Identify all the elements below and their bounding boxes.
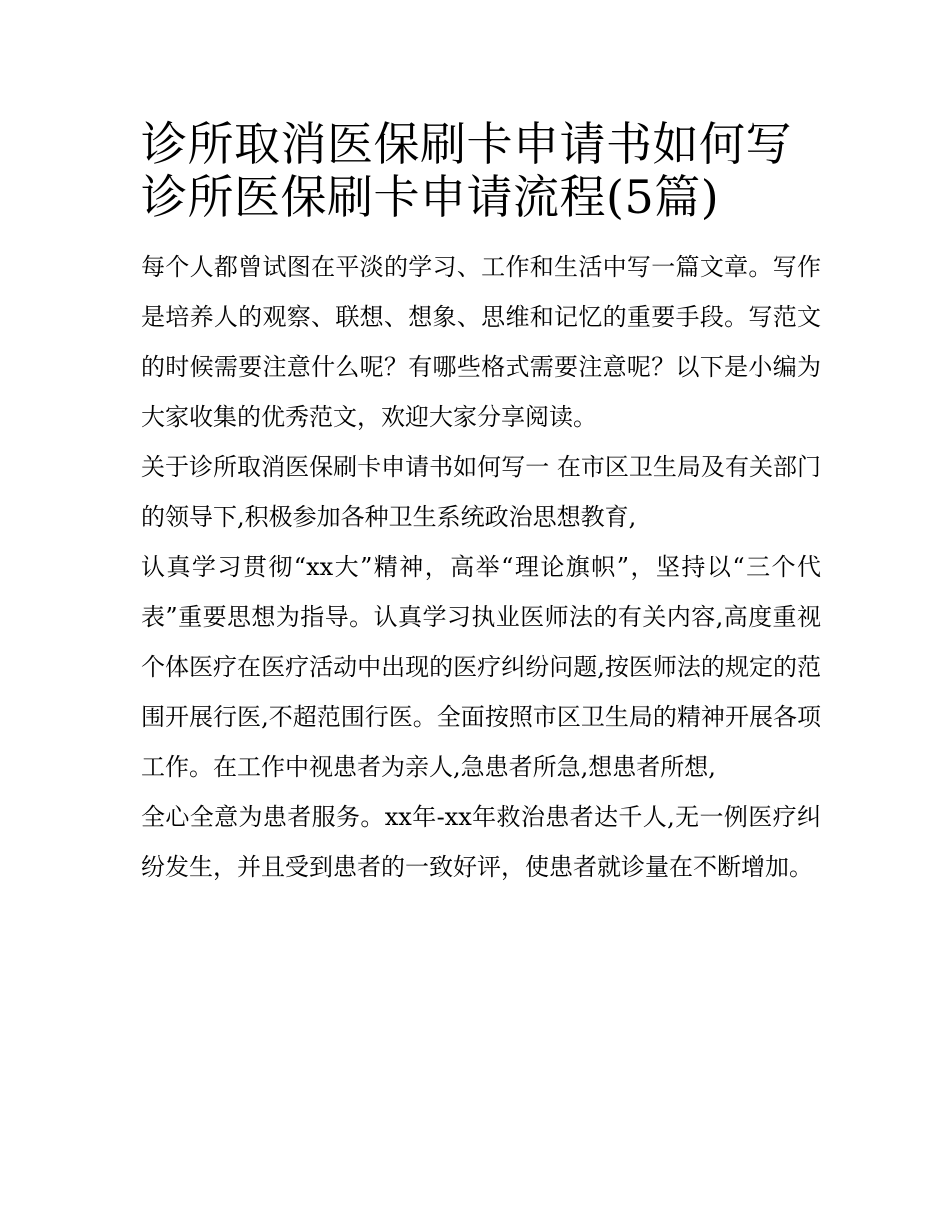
paragraph-3: 全心全意为患者服务。xx年-xx年救治患者达千人,无一例医疗纠纷发生，并且受到患者的一致好评，使患者就诊量在不断增加。 bbox=[141, 803, 821, 881]
paragraph-2: 认真学习贯彻“xx大”精神，高举“理论旗帜”，坚持以“三个代表”重要思想为指导。认真学习执业医师法的有关内容,高度重视个体医疗在医疗活动中出现的医疗纠纷问题,按医师法的规定的范围开展行医,不超范围行医。全面按照市区卫生局的精神开展各项工作。在工作中视患者为亲人,急患者所急,想患者所想, bbox=[141, 553, 821, 781]
document-title: 诊所取消医保刷卡申请书如何写 诊所医保刷卡申请流程(5篇) bbox=[141, 117, 792, 224]
paragraph-1: 关于诊所取消医保刷卡申请书如何写一 在市区卫生局及有关部门的领导下,积极参加各种卫生系统政治思想教育, bbox=[141, 453, 821, 531]
document-body bbox=[141, 118, 821, 892]
paragraph-intro: 每个人都曾试图在平淡的学习、工作和生活中写一篇文章。写作是培养人的观察、联想、想象、思维和记忆的重要手段。写范文的时候需要注意什么呢？有哪些格式需要注意呢？以下是小编为大家收集的优秀范文，欢迎大家分享阅读。 bbox=[141, 253, 821, 431]
